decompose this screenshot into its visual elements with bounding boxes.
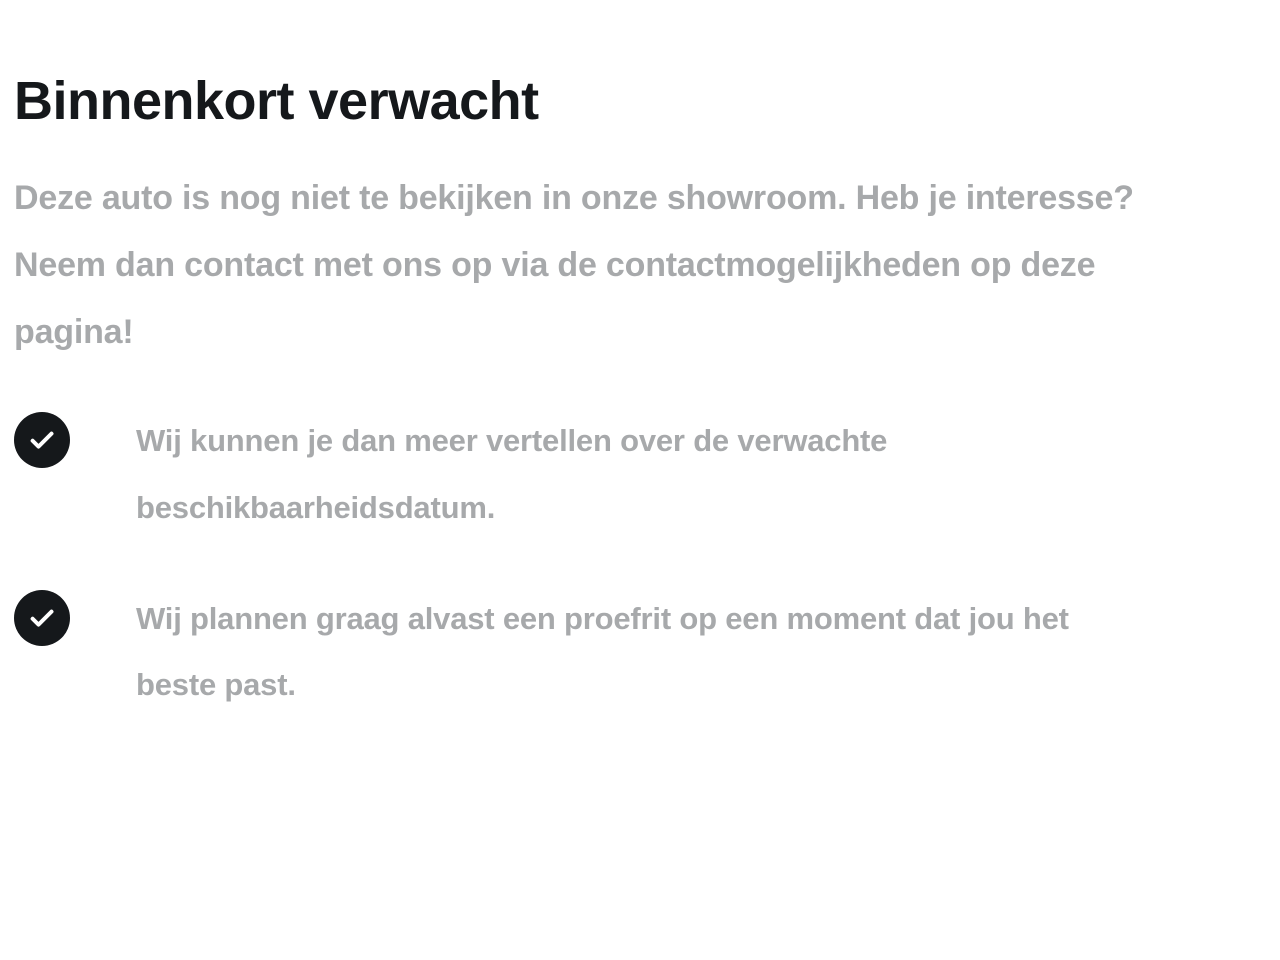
list-item <box>14 408 1240 541</box>
benefit-text: Wij plannen graag alvast een proefrit op een moment dat jou het beste past. <box>136 600 1069 703</box>
benefits-list <box>14 408 1240 719</box>
intro-text: Deze auto is nog niet te bekijken in onze showroom. Heb je interesse? Neem dan contact met ons op via de contactmogelijkheden op deze pagina! <box>14 179 1134 352</box>
page-title: Binnenkort verwacht <box>14 71 539 131</box>
benefit-text: Wij kunnen je dan meer vertellen over de verwachte beschikbaarheidsdatum. <box>136 423 888 525</box>
check-icon <box>14 412 70 468</box>
list-item <box>14 586 1240 719</box>
check-icon <box>14 590 70 646</box>
